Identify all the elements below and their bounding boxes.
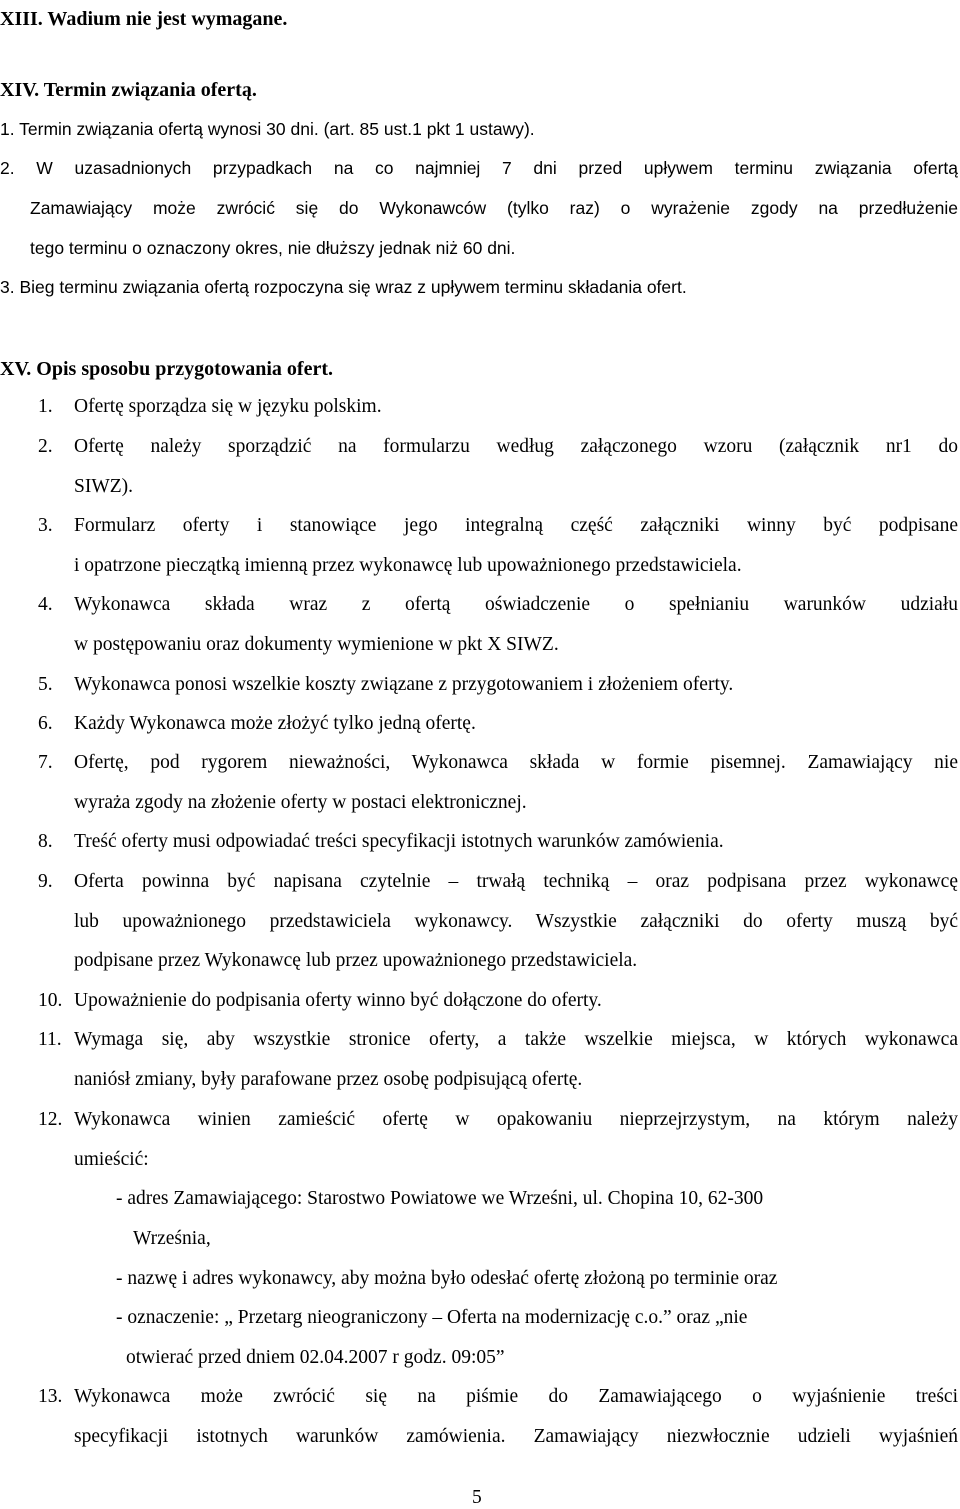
list-item-text: Wykonawca może zwrócić się na piśmie do Zamawiającego o wyjaśnienie treści xyxy=(74,1386,958,1407)
list-item-text: naniósł zmiany, były parafowane przez osobę podpisującą ofertę. xyxy=(74,1069,583,1090)
list-item-text: Treść oferty musi odpowiadać treści specyfikacji istotnych warunków zamówienia. xyxy=(74,831,724,852)
list-item-number: 6. xyxy=(38,713,53,734)
list-item-number: 11. xyxy=(38,1029,62,1050)
list-item-number: 4. xyxy=(38,594,53,615)
section-xiv-item-2-line-3: tego terminu o oznaczony okres, nie dłuższy jednak niż 60 dni. xyxy=(30,238,516,258)
list-item-text: i opatrzone pieczątką imienną przez wykonawcę lub upoważnionego przedstawiciela. xyxy=(74,555,742,576)
list-item-text: Wykonawca składa wraz z ofertą oświadczenie o spełnianiu warunków udziału xyxy=(74,594,958,615)
list-item-text: Wykonawca ponosi wszelkie koszty związane z przygotowaniem i złożeniem oferty. xyxy=(74,674,734,695)
list-item-number: 3. xyxy=(38,515,53,536)
list-item-text: Każdy Wykonawca może złożyć tylko jedną ofertę. xyxy=(74,713,476,734)
section-xiv-item-1: 1. Termin związania ofertą wynosi 30 dni. (art. 85 ust.1 pkt 1 ustawy). xyxy=(0,119,535,139)
list-item-text: Wymaga się, aby wszystkie stronice oferty, a także wszelkie miejsca, w których wykonawca xyxy=(74,1029,958,1050)
list-item-text: specyfikacji istotnych warunków zamówienia. Zamawiający niezwłocznie udzieli wyjaśnień xyxy=(74,1426,958,1447)
bullet-item: - oznaczenie: „ Przetarg nieograniczony – Oferta na modernizację c.o.” oraz „nie xyxy=(116,1307,748,1328)
list-item-text: wyraża zgody na złożenie oferty w postaci elektronicznej. xyxy=(74,792,527,813)
list-item-number: 7. xyxy=(38,752,53,773)
list-item-number: 8. xyxy=(38,831,53,852)
section-xiii-heading: XIII. Wadium nie jest wymagane. xyxy=(0,8,288,30)
list-item-text: podpisane przez Wykonawcę lub przez upoważnionego przedstawiciela. xyxy=(74,950,638,971)
page-number: 5 xyxy=(472,1487,482,1508)
list-item-text: Ofertę sporządza się w języku polskim. xyxy=(74,396,382,417)
list-item-text: Ofertę, pod rygorem nieważności, Wykonawca składa w formie pisemnej. Zamawiający nie xyxy=(74,752,958,773)
section-xiv-heading: XIV. Termin związania ofertą. xyxy=(0,79,257,101)
section-xiv-item-2-line-1: 2. W uzasadnionych przypadkach na co najmniej 7 dni przed upływem terminu związania ofertą xyxy=(0,158,958,178)
list-item-text: Wykonawca winien zamieścić ofertę w opakowaniu nieprzejrzystym, na którym należy xyxy=(74,1109,958,1130)
list-item-number: 10. xyxy=(38,990,63,1011)
list-item-text: umieścić: xyxy=(74,1149,149,1170)
bullet-item-continuation: otwierać przed dniem 02.04.2007 r godz. 09:05” xyxy=(126,1347,505,1368)
section-xiv-item-2-line-2: Zamawiający może zwrócić się do Wykonawców (tylko raz) o wyrażenie zgody na przedłużenie xyxy=(30,198,958,218)
list-item-number: 2. xyxy=(38,436,53,457)
list-item-number: 9. xyxy=(38,871,53,892)
list-item-text: SIWZ). xyxy=(74,476,134,497)
section-xiv-item-3: 3. Bieg terminu związania ofertą rozpoczyna się wraz z upływem terminu składania ofert. xyxy=(0,277,687,297)
list-item-text: Oferta powinna być napisana czytelnie – trwałą techniką – oraz podpisana przez wykonawcę xyxy=(74,871,958,892)
bullet-item: - adres Zamawiającego: Starostwo Powiatowe we Wrześni, ul. Chopina 10, 62-300 xyxy=(116,1188,764,1209)
bullet-item: - nazwę i adres wykonawcy, aby można było odesłać ofertę złożoną po terminie oraz xyxy=(116,1268,778,1289)
bullet-item-continuation: Września, xyxy=(133,1228,211,1249)
list-item-text: w postępowaniu oraz dokumenty wymienione w pkt X SIWZ. xyxy=(74,634,559,655)
list-item-text: lub upoważnionego przedstawiciela wykonawcy. Wszystkie załączniki do oferty muszą być xyxy=(74,911,958,932)
list-item-number: 5. xyxy=(38,674,53,695)
list-item-number: 13. xyxy=(38,1386,63,1407)
list-item-number: 12. xyxy=(38,1109,63,1130)
section-xv-heading: XV. Opis sposobu przygotowania ofert. xyxy=(0,358,333,380)
list-item-text: Ofertę należy sporządzić na formularzu według załączonego wzoru (załącznik nr1 do xyxy=(74,436,958,457)
list-item-number: 1. xyxy=(38,396,53,417)
list-item-text: Upoważnienie do podpisania oferty winno być dołączone do oferty. xyxy=(74,990,602,1011)
list-item-text: Formularz oferty i stanowiące jego integralną część załączniki winny być podpisane xyxy=(74,515,958,536)
